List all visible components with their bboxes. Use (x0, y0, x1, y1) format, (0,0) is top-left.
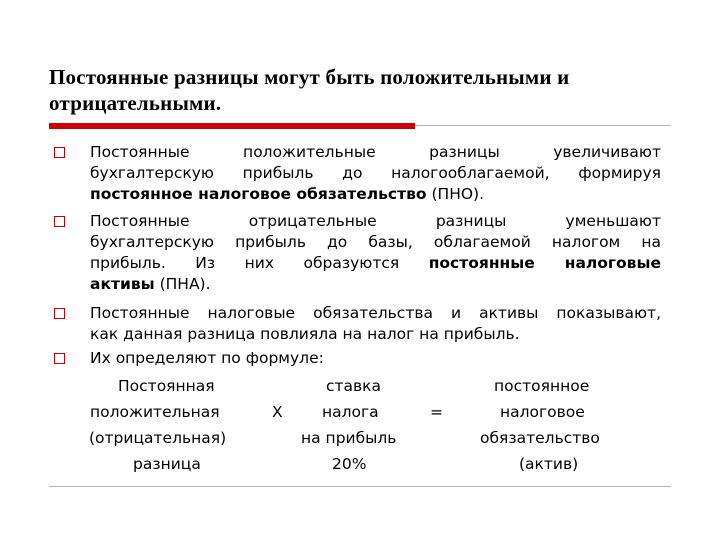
pna-term-end: активы (90, 275, 155, 293)
bullet-2-line-1: Постоянные отрицательные разницы уменьшают (90, 212, 661, 230)
bullet-3 (90, 303, 661, 345)
slide-title: Постоянные разницы могут быть положительными и отрицательными. (49, 65, 570, 115)
bullet-2-line-3-text: прибыль. Из них образуются (90, 254, 429, 272)
multiply-sign: X (272, 403, 283, 421)
formula-term-1: разница (133, 455, 201, 473)
formula-term-2: ставка (326, 377, 382, 395)
formula-term-1: положительная (90, 403, 220, 421)
bullet-3-line-1: Постоянные налоговые обязательства и активы показывают, (90, 304, 661, 322)
formula-row-2 (88, 400, 668, 426)
formula-term-3: налоговое (500, 403, 585, 421)
bullet-1 (90, 142, 661, 205)
formula-term-3: (актив) (519, 455, 579, 473)
bullet-2-line-2: бухгалтерскую прибыль до базы, облагаемой налогом на (90, 233, 661, 251)
bottom-divider-line (49, 486, 671, 487)
formula-term-3: обязательство (480, 429, 600, 447)
formula-term-2: налога (322, 403, 379, 421)
formula-term-2: 20% (332, 455, 367, 473)
bullet-4-text: Их определяют по формуле: (90, 349, 324, 367)
pno-term: постоянное налоговое обязательство (90, 185, 427, 203)
pna-term-start: постоянные налоговые (428, 254, 661, 272)
bullet-2 (90, 211, 661, 295)
pno-abbr: (ПНО). (426, 185, 485, 203)
title-accent-bar (49, 123, 415, 129)
formula-term-3: постоянное (494, 377, 590, 395)
formula-term-1: Постоянная (118, 377, 215, 395)
square-bullet-icon (54, 353, 65, 364)
bullet-1-line-1: Постоянные положительные разницы увеличивают (90, 143, 661, 161)
square-bullet-icon (54, 216, 65, 227)
bullet-4 (90, 348, 661, 369)
formula-row-1 (88, 374, 668, 400)
square-bullet-icon (54, 308, 65, 319)
bullet-3-line-2: как данная разница повлияла на налог на прибыль. (90, 325, 520, 343)
formula-row-4 (88, 452, 668, 478)
equals-sign: = (430, 403, 443, 421)
bullet-1-line-2: бухгалтерскую прибыль до налогооблагаемой, формируя (90, 164, 661, 182)
formula-term-1: (отрицательная) (89, 429, 227, 447)
formula-row-3 (88, 426, 668, 452)
pna-abbr: (ПНА). (154, 275, 211, 293)
formula-term-2: на прибыль (301, 429, 397, 447)
square-bullet-icon (54, 147, 65, 158)
formula (88, 374, 668, 478)
